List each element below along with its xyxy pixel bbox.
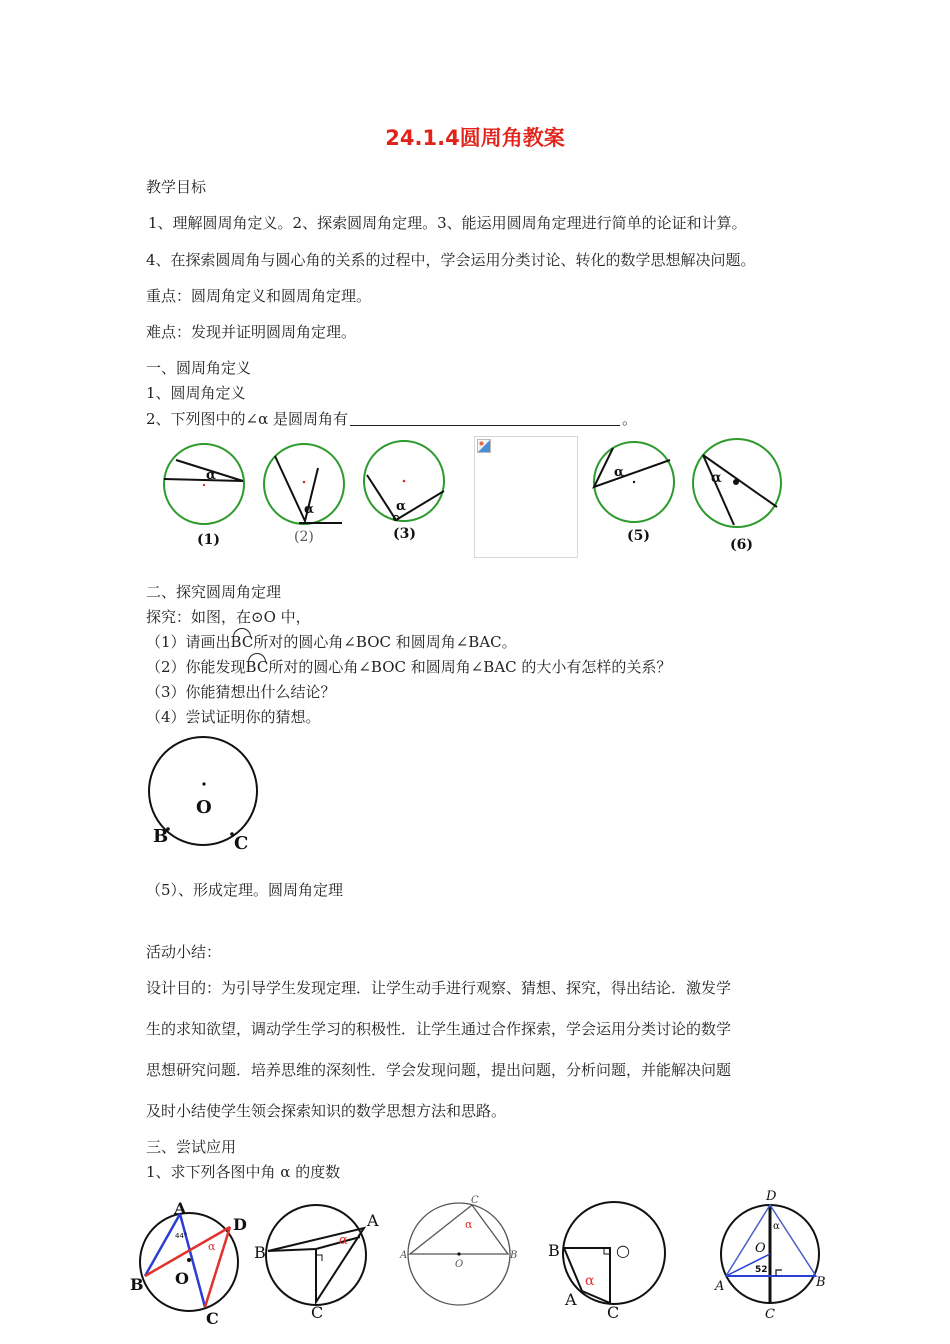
alpha: α [773, 1221, 780, 1232]
key-point: 重点：圆周角定义和圆周角定理。 [146, 287, 372, 305]
section-2-heading: 二、探究圆周角定理 [146, 583, 282, 601]
center-o: O [175, 1269, 189, 1288]
question-2-prefix: （2）你能发现 [146, 658, 246, 676]
figure-5-alpha: α [614, 465, 625, 480]
point-b: B [254, 1243, 266, 1262]
goal-line-2: 4、在探索圆周角与圆心角的关系的过程中，学会运用分类讨论、转化的数学思想解决问题。 [146, 251, 756, 269]
summary-line-4: 及时小结使学生领会探索知识的数学思想方法和思路。 [146, 1102, 507, 1120]
point-a: A [400, 1250, 408, 1261]
figure-5-label: (5) [627, 528, 650, 544]
point-c: C [765, 1307, 775, 1322]
summary-line-1: 设计目的：为引导学生发现定理．让学生动手进行观察、猜想、探究，得出结论．激发学 [146, 979, 732, 997]
exercise-figure-1 [130, 1199, 247, 1328]
figure-1-alpha: α [206, 468, 217, 483]
point-b: B [510, 1250, 518, 1261]
point-a: A [715, 1279, 725, 1294]
arc-bc: BC [245, 658, 269, 676]
section-3-heading: 三、尝试应用 [146, 1138, 237, 1156]
goal-line-1: 1、理解圆周角定义。2、探索圆周角定理。3、能运用圆周角定理进行简单的论证和计算。 [148, 214, 747, 232]
point-b: B [548, 1241, 560, 1260]
question-3: （3）你能猜想出什么结论？ [146, 683, 336, 701]
explore-intro: 探究：如图，在⊙O 中， [146, 608, 311, 626]
point-label-b: B [153, 826, 169, 847]
figure-3-alpha: α [396, 499, 407, 514]
alpha: α [465, 1218, 473, 1231]
page-title: 24.1.4圆周角教案 [385, 126, 565, 150]
exercise-figure-4 [548, 1202, 665, 1322]
center-o: O [455, 1259, 464, 1270]
point-d: D [766, 1189, 777, 1204]
figure-2-label: (2) [294, 529, 314, 545]
section-1-item-1: 1、圆周角定义 [146, 384, 246, 402]
section-1-heading: 一、圆周角定义 [146, 359, 252, 377]
point-d: D [233, 1215, 247, 1234]
exercise-figure-2 [254, 1205, 379, 1322]
exercise-figure-5 [714, 1189, 826, 1322]
angle-52: 52 [755, 1265, 768, 1275]
point-c: C [311, 1303, 324, 1322]
figure-6-alpha: α [711, 470, 722, 486]
alpha: α [208, 1240, 216, 1253]
point-a: A [174, 1199, 187, 1218]
summary-line-3: 思想研究问题．培养思维的深刻性．学会发现问题，提出问题，分析问题，并能解决问题 [146, 1061, 732, 1079]
point-a: A [565, 1290, 577, 1309]
point-c: C [471, 1195, 479, 1206]
figure-6-label: (6) [730, 537, 753, 553]
alpha: α [585, 1273, 595, 1289]
question-4: （4）尝试证明你的猜想。 [146, 708, 321, 726]
goal-heading: 教学目标 [146, 178, 207, 196]
summary-line-2: 生的求知欲望，调动学生学习的积极性．让学生通过合作探索，学会运用分类讨论的数学 [146, 1020, 732, 1038]
point-o-circle: ○ [616, 1241, 630, 1260]
question-prefix: 2、下列图中的∠α 是圆周角有 [146, 410, 349, 428]
point-c: C [607, 1303, 620, 1322]
exercise-figure-3 [399, 1195, 517, 1305]
figure-2-alpha: α [304, 502, 315, 517]
point-label-c: C [234, 833, 249, 854]
difficulty: 难点：发现并证明圆周角定理。 [146, 323, 357, 341]
point-a: A [367, 1211, 379, 1230]
question-1-prefix: （1）请画出 [146, 633, 231, 651]
point-b: B [816, 1275, 826, 1290]
angle-44: 44° [175, 1232, 188, 1240]
section-3-item-1: 1、求下列各图中角 α 的度数 [146, 1163, 341, 1181]
question-2-suffix: 所对的圆心角∠BOC 和圆周角∠BAC 的大小有怎样的关系？ [268, 658, 672, 676]
question-5: （5）、形成定理。圆周角定理 [146, 881, 344, 899]
figure-3-label: (3) [393, 526, 416, 542]
center-o: O [755, 1241, 766, 1256]
alpha: α [339, 1233, 348, 1248]
center-label-o: O [196, 797, 212, 818]
summary-heading: 活动小结： [146, 943, 222, 961]
point-c: C [206, 1309, 219, 1328]
question-1-suffix: 所对的圆心角∠BOC 和圆周角∠BAC。 [253, 633, 517, 651]
question-suffix: 。 [622, 410, 638, 428]
arc-bc: BC [230, 633, 254, 651]
figure-1-label: (1) [197, 532, 220, 548]
point-b: B [130, 1275, 144, 1294]
